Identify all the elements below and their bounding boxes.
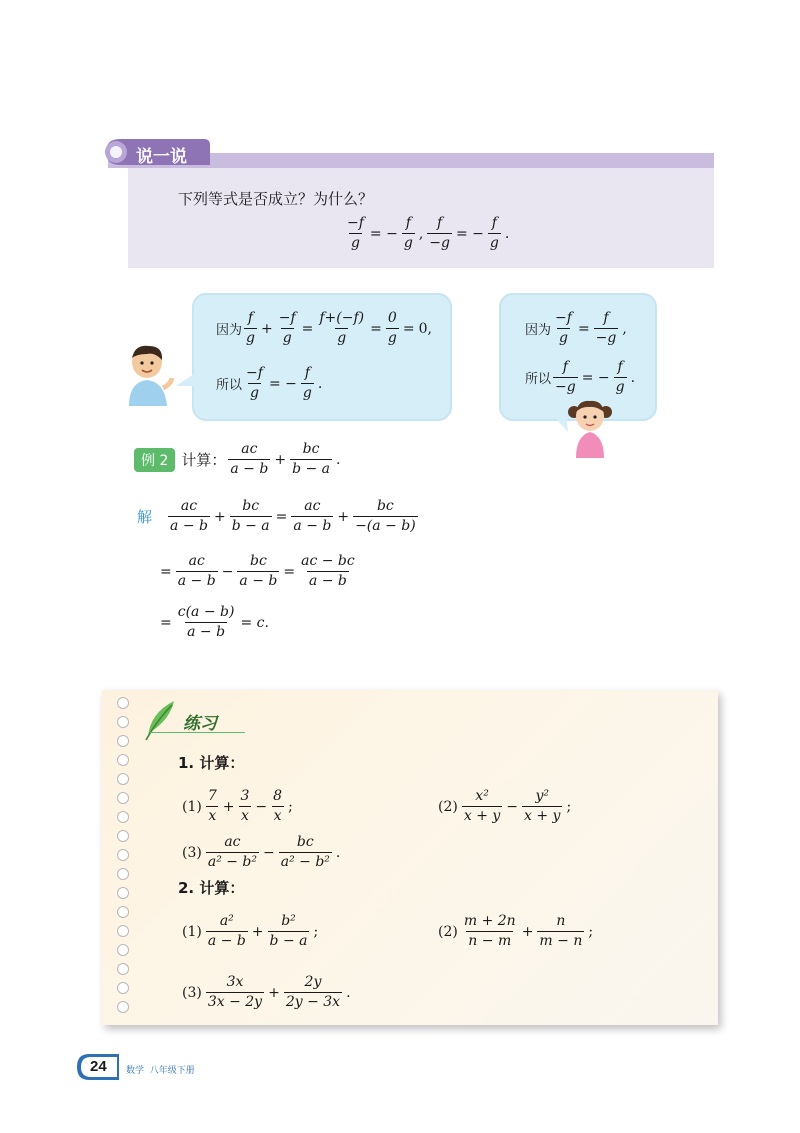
- numerator: x²: [475, 788, 489, 804]
- numerator: a²: [219, 913, 234, 929]
- denominator: g: [403, 235, 413, 251]
- binding-ring: [117, 906, 129, 918]
- denominator: x + y: [463, 808, 501, 824]
- binding-ring: [117, 849, 129, 861]
- denominator: g: [246, 330, 255, 346]
- fraction: [614, 358, 627, 397]
- equals: =: [301, 320, 314, 337]
- numerator: n: [556, 913, 566, 929]
- fraction: [268, 912, 310, 951]
- fraction: [277, 309, 298, 348]
- denominator: a² − b²: [207, 854, 258, 870]
- binding-ring: [117, 754, 129, 766]
- binding-ring: [117, 792, 129, 804]
- denominator: −(a − b): [355, 518, 416, 534]
- q2-part-3: [180, 973, 353, 1012]
- denominator: a − b: [239, 573, 278, 589]
- denominator: a − b: [187, 624, 226, 640]
- numerator: −f: [555, 310, 572, 326]
- binding-ring: [117, 830, 129, 842]
- numerator: b²: [281, 913, 296, 929]
- fraction: [291, 497, 333, 536]
- practice-title-underline: [150, 732, 245, 733]
- plus: +: [274, 451, 287, 468]
- part-number: (3): [182, 844, 202, 861]
- fraction: [301, 364, 314, 403]
- binding-ring: [117, 887, 129, 899]
- plus: +: [521, 923, 534, 940]
- denominator: a − b: [230, 461, 269, 477]
- numerator: ac: [241, 441, 258, 457]
- denominator: x + y: [524, 808, 561, 824]
- girl-character-illustration: [568, 398, 612, 458]
- fraction: [206, 833, 259, 872]
- part-number: (2): [438, 798, 458, 815]
- because-text: 因为: [525, 323, 552, 338]
- comma: ,: [622, 320, 627, 337]
- equals: =: [402, 320, 415, 337]
- numerator: f: [562, 359, 568, 375]
- part-number: (2): [438, 923, 458, 940]
- fraction: [553, 358, 578, 397]
- equals-minus: = −: [369, 225, 398, 242]
- denominator: x: [208, 808, 217, 824]
- equals: =: [275, 508, 288, 525]
- result-zero: 0,: [418, 320, 432, 337]
- numerator: f: [405, 215, 411, 231]
- denominator: m − n: [539, 933, 583, 949]
- denominator: g: [282, 330, 292, 346]
- fraction: [206, 973, 264, 1012]
- denominator: g: [249, 385, 259, 401]
- numerator: ac: [180, 498, 198, 514]
- solution-line-1: [137, 497, 420, 536]
- numerator: m + 2n: [463, 913, 516, 929]
- fraction: [239, 787, 252, 826]
- fraction: [462, 787, 502, 826]
- example-2-header: [134, 440, 342, 479]
- denominator: b − a: [292, 461, 331, 477]
- denominator: g: [558, 330, 568, 346]
- binding-ring: [117, 811, 129, 823]
- fraction: [168, 497, 210, 536]
- numerator: ac: [188, 553, 205, 569]
- boy-bubble-tail: [174, 372, 198, 392]
- comma: ,: [418, 225, 424, 242]
- denominator: b − a: [231, 518, 270, 534]
- numerator: −f: [246, 365, 263, 381]
- equals-minus: = −: [581, 369, 610, 386]
- minus: −: [263, 844, 275, 861]
- numerator: bc: [249, 553, 267, 569]
- speak-title: 说一说: [136, 147, 187, 167]
- period: .: [630, 369, 636, 386]
- q1-part-1: [180, 787, 295, 826]
- binding-ring: [117, 773, 129, 785]
- numerator: f: [491, 215, 497, 231]
- period: .: [317, 375, 323, 392]
- minus: −: [506, 798, 519, 815]
- speak-question: 下列等式是否成立？为什么？: [178, 190, 374, 208]
- numerator: −f: [347, 215, 364, 231]
- denominator: x: [273, 808, 282, 824]
- numerator: f: [304, 365, 310, 381]
- numerator: 0: [387, 310, 397, 326]
- numerator: ac: [224, 834, 241, 850]
- semicolon: ;: [566, 798, 572, 815]
- denominator: g: [387, 330, 397, 346]
- period: .: [346, 984, 351, 1001]
- denominator: −g: [595, 330, 617, 346]
- minus: −: [221, 563, 234, 580]
- fraction: [206, 787, 219, 826]
- example-badge: 例 2: [134, 448, 175, 472]
- q1-part-3: [180, 833, 342, 872]
- boy-character-illustration: [125, 344, 175, 406]
- semicolon: ;: [588, 923, 594, 940]
- fraction: [299, 552, 357, 591]
- denominator: x: [241, 808, 249, 824]
- numerator: f+(−f): [319, 310, 365, 326]
- denominator: a − b: [293, 518, 332, 534]
- semicolon: ;: [313, 923, 319, 940]
- binding-ring: [117, 735, 129, 747]
- numerator: c(a − b): [177, 604, 235, 620]
- denominator: g: [302, 385, 312, 401]
- fraction: [427, 214, 452, 253]
- because-text: 因为: [216, 323, 243, 338]
- plus: +: [260, 320, 273, 337]
- fraction: [176, 552, 218, 591]
- equals: =: [283, 563, 296, 580]
- denominator: g: [489, 235, 499, 251]
- denominator: g: [350, 235, 360, 251]
- q2-label: 2. 计算：: [178, 879, 245, 897]
- binding-ring: [117, 716, 129, 728]
- equals-minus: = −: [455, 225, 484, 242]
- fraction: [594, 309, 619, 348]
- girl-line-1: [525, 309, 629, 348]
- numerator: ac − bc: [301, 553, 355, 569]
- denominator: b − a: [269, 933, 308, 949]
- fraction: [206, 912, 248, 951]
- fraction: [290, 440, 332, 479]
- fraction: [279, 833, 332, 872]
- numerator: 8: [273, 788, 283, 804]
- denominator: 3x − 2y: [207, 994, 263, 1010]
- numerator: 3x: [226, 974, 244, 990]
- solution-line-2: [158, 552, 359, 591]
- denominator: g: [337, 330, 347, 346]
- plus: +: [222, 798, 235, 815]
- numerator: 3: [240, 788, 250, 804]
- numerator: −f: [278, 310, 296, 326]
- q2-part-2: [436, 912, 595, 951]
- denominator: 2y − 3x: [285, 994, 341, 1010]
- solution-line-3: [158, 603, 271, 642]
- numerator: f: [617, 359, 623, 375]
- denominator: n − m: [468, 933, 512, 949]
- girl-line-2: [525, 358, 637, 397]
- result: = c.: [240, 614, 269, 631]
- book-title: 数学 八年级下册: [126, 1066, 195, 1076]
- q1-label: 1. 计算：: [178, 754, 245, 772]
- denominator: −g: [555, 379, 576, 395]
- fraction: [522, 787, 562, 826]
- fraction: [317, 309, 366, 348]
- speak-equation: [343, 214, 511, 253]
- fraction: [402, 214, 415, 253]
- practice-title: 练习: [183, 714, 217, 734]
- fraction: [230, 497, 272, 536]
- binding-ring: [117, 925, 129, 937]
- boy-line-2: [216, 364, 324, 403]
- period: .: [504, 225, 510, 242]
- binding-ring: [117, 1001, 129, 1013]
- girl-bubble-tail: [548, 412, 570, 434]
- period: .: [335, 844, 341, 861]
- q2-part-1: [180, 912, 320, 951]
- so-text: 所以: [525, 372, 552, 387]
- q1-part-2: [436, 787, 573, 826]
- denominator: a − b: [177, 573, 216, 589]
- fraction: [462, 912, 518, 951]
- plus: +: [213, 508, 226, 525]
- equals: =: [160, 614, 172, 631]
- numerator: bc: [296, 834, 314, 850]
- plus: +: [337, 508, 350, 525]
- period: .: [336, 451, 341, 468]
- denominator: a − b: [207, 933, 246, 949]
- semicolon: ;: [288, 798, 293, 815]
- equals: =: [160, 563, 172, 580]
- example-prompt: 计算：: [181, 451, 227, 469]
- plus: +: [268, 984, 280, 1001]
- fraction: [488, 214, 501, 253]
- fraction: [271, 787, 284, 826]
- minus: −: [255, 798, 268, 815]
- fraction: [345, 214, 366, 253]
- so-text: 所以: [216, 378, 243, 393]
- fraction: [353, 497, 418, 536]
- boy-line-1: [216, 309, 434, 348]
- equals: =: [370, 320, 382, 337]
- binding-ring: [117, 982, 129, 994]
- binding-ring: [117, 697, 129, 709]
- numerator: bc: [302, 441, 320, 457]
- fraction: [237, 552, 279, 591]
- numerator: bc: [242, 498, 260, 514]
- numerator: y²: [535, 788, 549, 804]
- equals-minus: = −: [268, 375, 297, 392]
- fraction: [386, 309, 399, 348]
- part-number: (3): [182, 984, 202, 1001]
- solution-label: 解: [137, 508, 153, 526]
- feather-icon: [140, 697, 180, 741]
- denominator: a − b: [308, 573, 347, 589]
- fraction: [228, 440, 270, 479]
- denominator: a − b: [170, 518, 208, 534]
- binding-ring: [117, 868, 129, 880]
- numerator: 2y: [304, 974, 322, 990]
- part-number: (1): [182, 923, 202, 940]
- equals: =: [577, 320, 590, 337]
- denominator: a² − b²: [280, 854, 330, 870]
- numerator: ac: [304, 498, 321, 514]
- part-number: (1): [182, 798, 202, 815]
- numerator: f: [437, 215, 443, 231]
- numerator: 7: [207, 788, 217, 804]
- binding-ring: [117, 944, 129, 956]
- fraction: [284, 973, 342, 1012]
- fraction: [244, 309, 257, 348]
- fraction: [553, 309, 574, 348]
- fraction: [176, 603, 237, 642]
- denominator: g: [615, 379, 625, 395]
- binding-ring: [117, 963, 129, 975]
- fraction: [244, 364, 265, 403]
- fraction: [537, 912, 584, 951]
- page-number: 24: [90, 1058, 107, 1075]
- numerator: bc: [376, 498, 394, 514]
- numerator: f: [247, 310, 254, 326]
- numerator: f: [603, 310, 609, 326]
- plus: +: [251, 923, 264, 940]
- denominator: −g: [429, 235, 450, 251]
